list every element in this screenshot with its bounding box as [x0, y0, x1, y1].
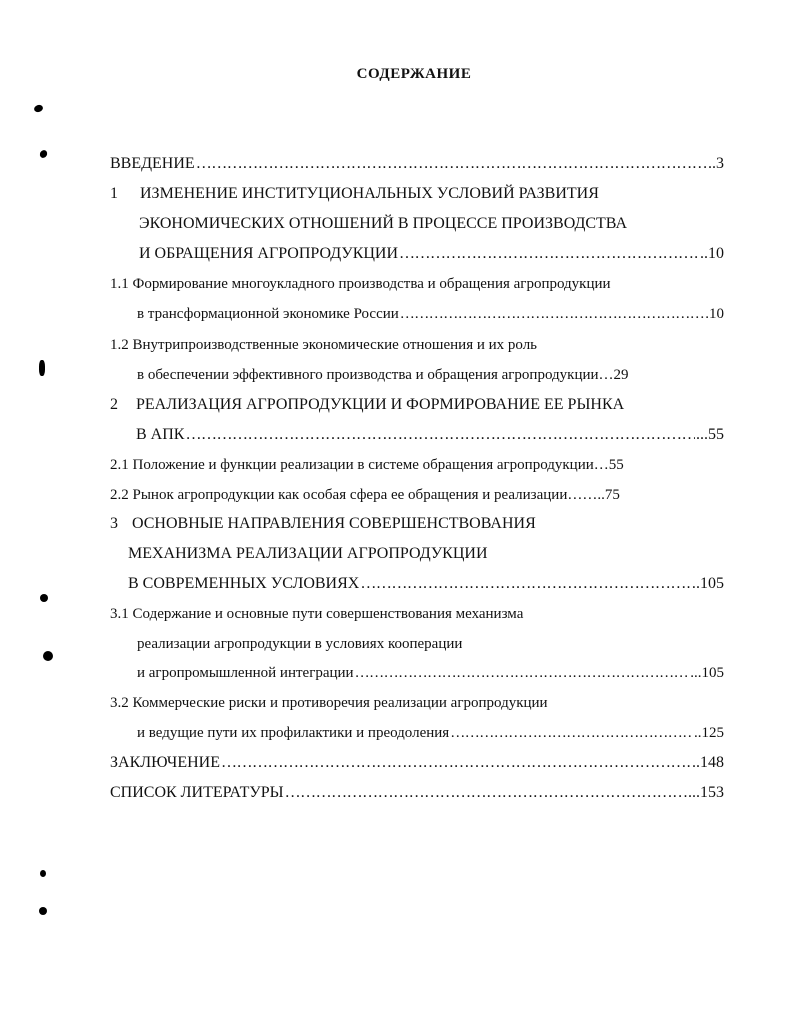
toc-entry-text: 2.1 Положение и функции реализации в системе обращения агропродукции [110, 457, 594, 473]
toc-leader-dots [185, 426, 695, 444]
toc-entry-text: РЕАЛИЗАЦИЯ АГРОПРОДУКЦИИ И ФОРМИРОВАНИЕ ЕЕ РЫНКА [136, 396, 625, 413]
toc-entry-section-3-1-end[interactable] [137, 665, 724, 685]
toc-page-number: ...105 [690, 665, 724, 681]
toc-entry-section-1-2[interactable] [110, 337, 724, 357]
toc-entry-section-3-2-end[interactable] [137, 725, 724, 745]
toc-entry-section-1-2-end[interactable] [137, 367, 724, 387]
toc-page-number: ……..75 [567, 487, 620, 503]
toc-entry-conclusion[interactable] [110, 754, 724, 774]
toc-entry-text: ОСНОВНЫЕ НАПРАВЛЕНИЯ СОВЕРШЕНСТВОВАНИЯ [132, 515, 536, 532]
toc-page-number: .105 [696, 575, 724, 592]
toc-leader-dots [196, 155, 707, 173]
toc-entry-introduction[interactable] [110, 155, 724, 175]
toc-entry-chapter-1[interactable] [110, 185, 724, 205]
toc-page-number: .148 [696, 754, 724, 771]
toc-entry-section-3-2[interactable] [110, 695, 724, 715]
toc-page-number: ..10 [700, 245, 724, 262]
scan-speck [39, 907, 47, 915]
toc-entry-text: 1.1 Формирование многоукладного производства и обращения агропродукции [110, 276, 611, 292]
toc-entry-chapter-3-cont [128, 545, 724, 565]
toc-entry-chapter-1-end[interactable] [139, 245, 724, 265]
toc-entry-section-2-1[interactable] [110, 457, 724, 477]
page-title: СОДЕРЖАНИЕ [356, 66, 472, 82]
toc-page-number: …55 [593, 457, 624, 473]
scan-speck [40, 870, 46, 877]
toc-entry-chapter-1-cont [139, 215, 724, 235]
toc-leader-dots [450, 725, 693, 742]
toc-entry-text: ИЗМЕНЕНИЕ ИНСТИТУЦИОНАЛЬНЫХ УСЛОВИЙ РАЗВИТИЯ [140, 185, 599, 202]
toc-entry-text: СПИСОК ЛИТЕРАТУРЫ [110, 784, 284, 801]
toc-entry-text: В АПК [136, 426, 185, 443]
toc-entry-text: 2.2 Рынок агропродукции как особая сфера ее обращения и реализации [110, 487, 568, 503]
toc-entry-text: ВВЕДЕНИЕ [110, 155, 195, 172]
toc-leader-dots [285, 784, 687, 802]
toc-leader-dots [399, 245, 699, 263]
toc-leader-dots [400, 306, 704, 323]
toc-entry-section-1-1-end[interactable] [137, 306, 724, 326]
toc-leader-dots [355, 665, 690, 682]
scan-speck [39, 360, 45, 376]
toc-page-number: ..125 [694, 725, 724, 741]
toc-leader-dots [221, 754, 695, 772]
toc-entry-chapter-2[interactable] [110, 396, 724, 416]
toc-entry-text: в трансформационной экономике России [137, 306, 399, 322]
toc-entry-section-3-1[interactable] [110, 606, 724, 626]
toc-entry-text: 1.2 Внутрипроизводственные экономические отношения и их роль [110, 337, 538, 353]
toc-entry-text: МЕХАНИЗМА РЕАЛИЗАЦИИ АГРОПРОДУКЦИИ [128, 545, 488, 562]
toc-leader-dots [360, 575, 695, 593]
toc-entry-bibliography[interactable] [110, 784, 724, 804]
toc-entry-chapter-2-end[interactable] [136, 426, 724, 446]
toc-chapter-number: 3 [110, 515, 118, 532]
scan-speck [40, 594, 48, 602]
toc-entry-text: И ОБРАЩЕНИЯ АГРОПРОДУКЦИИ [139, 245, 399, 262]
scan-speck [43, 651, 53, 661]
toc-page-number: ..3 [708, 155, 724, 172]
toc-entry-text: В СОВРЕМЕННЫХ УСЛОВИЯХ [128, 575, 360, 592]
toc-page-number: .10 [705, 306, 724, 322]
toc-chapter-number: 2 [110, 396, 118, 413]
toc-page-number: ...55 [696, 426, 724, 443]
toc-chapter-number: 1 [110, 185, 118, 202]
toc-entry-section-3-1-cont [137, 636, 724, 656]
toc-entry-text: и ведущие пути их профилактики и преодоления [137, 725, 450, 741]
toc-entry-chapter-3[interactable] [110, 515, 724, 535]
toc-entry-text: ЗАКЛЮЧЕНИЕ [110, 754, 220, 771]
toc-entry-text: ЭКОНОМИЧЕСКИХ ОТНОШЕНИЙ В ПРОЦЕССЕ ПРОИЗВОДСТВА [139, 215, 628, 232]
toc-entry-text: 3.1 Содержание и основные пути совершенствования механизма [110, 606, 524, 622]
toc-entry-text: и агропромышленной интеграции [137, 665, 354, 681]
toc-entry-text: 3.2 Коммерческие риски и противоречия реализации агропродукции [110, 695, 548, 711]
toc-entry-section-2-2[interactable] [110, 487, 724, 507]
toc-entry-chapter-3-end[interactable] [128, 575, 724, 595]
toc-entry-text: реализации агропродукции в условиях кооперации [137, 636, 463, 652]
toc-entry-section-1-1[interactable] [110, 276, 724, 296]
toc-page-number: ...153 [688, 784, 724, 801]
toc-entry-text: в обеспечении эффективного производства и обращения агропродукции [137, 367, 599, 383]
toc-page-number: …29 [598, 367, 629, 383]
